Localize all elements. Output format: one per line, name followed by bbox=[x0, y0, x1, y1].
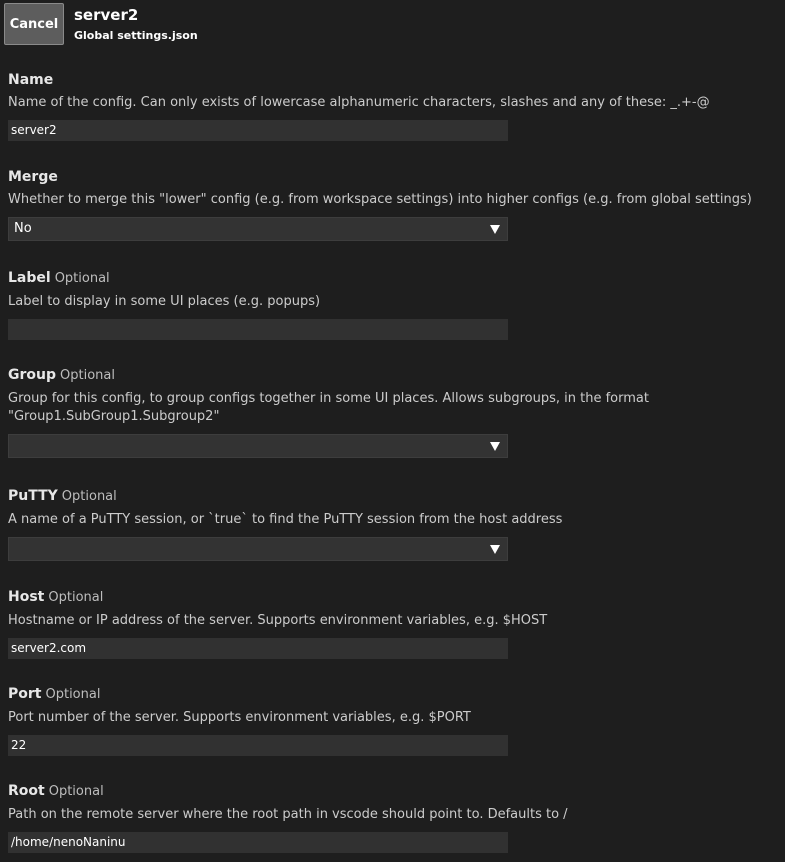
field-description: A name of a PuTTY session, or `true` to find the PuTTY session from the host address bbox=[8, 512, 563, 527]
field-group bbox=[8, 366, 778, 458]
chevron-down-icon bbox=[490, 442, 500, 451]
merge-select-value: No bbox=[14, 221, 32, 236]
field-name bbox=[8, 71, 778, 141]
field-description bbox=[8, 390, 778, 426]
field-label: Root Optional bbox=[8, 783, 104, 799]
chevron-down-icon bbox=[490, 545, 500, 554]
field-putty bbox=[8, 487, 778, 561]
label-input[interactable] bbox=[8, 319, 508, 340]
field-host bbox=[8, 588, 778, 659]
optional-tag: Optional bbox=[48, 784, 104, 799]
name-input[interactable] bbox=[8, 120, 508, 141]
field-root bbox=[8, 782, 778, 853]
cancel-button[interactable]: Cancel bbox=[4, 3, 64, 45]
root-input[interactable] bbox=[8, 832, 508, 853]
optional-tag: Optional bbox=[61, 489, 117, 504]
field-label: PuTTY Optional bbox=[8, 488, 117, 504]
merge-select[interactable] bbox=[8, 217, 508, 241]
optional-tag: Optional bbox=[48, 590, 104, 605]
port-input[interactable] bbox=[8, 735, 508, 756]
field-description: Hostname or IP address of the server. Supports environment variables, e.g. $HOST bbox=[8, 613, 548, 628]
page-subtitle: Global settings.json bbox=[74, 29, 198, 42]
page-title: server2 bbox=[74, 6, 139, 24]
field-description: Name of the config. Can only exists of lowercase alphanumeric characters, slashes and any of these: _.+-@ bbox=[8, 95, 710, 110]
optional-tag: Optional bbox=[54, 271, 110, 286]
field-description-line: "Group1.SubGroup1.Subgroup2" bbox=[8, 409, 220, 424]
optional-tag: Optional bbox=[45, 687, 101, 702]
field-label: Merge bbox=[8, 169, 58, 185]
optional-tag: Optional bbox=[60, 368, 115, 383]
host-input[interactable] bbox=[8, 638, 508, 659]
field-description: Port number of the server. Supports environment variables, e.g. $PORT bbox=[8, 710, 471, 725]
field-label: Port Optional bbox=[8, 686, 101, 702]
field-description: Label to display in some UI places (e.g. popups) bbox=[8, 294, 321, 309]
chevron-down-icon bbox=[490, 225, 500, 234]
putty-select[interactable] bbox=[8, 537, 508, 561]
field-label-config bbox=[8, 269, 778, 340]
field-merge bbox=[8, 168, 778, 241]
field-port bbox=[8, 685, 778, 756]
field-label: Name bbox=[8, 72, 54, 88]
header bbox=[4, 3, 774, 45]
group-select[interactable] bbox=[8, 434, 508, 458]
field-description: Path on the remote server where the root path in vscode should point to. Defaults to / bbox=[8, 807, 568, 822]
field-label: Label Optional bbox=[8, 270, 110, 286]
field-description: Whether to merge this "lower" config (e.g. from workspace settings) into higher configs (e.g. from global settings) bbox=[8, 192, 752, 207]
field-label: Group Optional bbox=[8, 367, 115, 383]
field-label: Host Optional bbox=[8, 589, 104, 605]
field-description-line: Group for this config, to group configs together in some UI places. Allows subgroups, in the format bbox=[8, 391, 649, 406]
